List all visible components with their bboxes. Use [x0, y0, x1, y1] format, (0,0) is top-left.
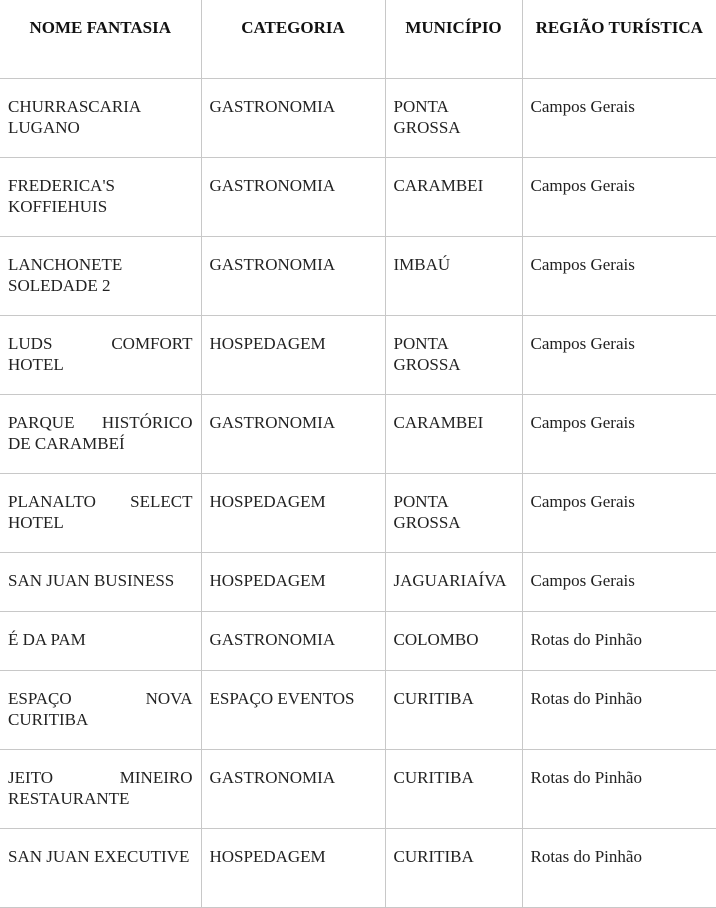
table-row — [0, 612, 716, 671]
cell-nome: É DA PAM — [0, 612, 201, 671]
cell-municipio: CURITIBA — [385, 671, 522, 750]
cell-categoria: HOSPEDAGEM — [201, 829, 385, 908]
cell-categoria: HOSPEDAGEM — [201, 316, 385, 395]
table-row — [0, 237, 716, 316]
cell-categoria: HOSPEDAGEM — [201, 553, 385, 612]
cell-nome: LUDS COMFORT HOTEL — [0, 316, 201, 395]
cell-nome: SAN JUAN BUSINESS — [0, 553, 201, 612]
table-row — [0, 750, 716, 829]
table-row — [0, 395, 716, 474]
cell-categoria: GASTRONOMIA — [201, 612, 385, 671]
cell-categoria: GASTRONOMIA — [201, 750, 385, 829]
cell-regiao: Rotas do Pinhão — [522, 829, 716, 908]
cell-regiao: Rotas do Pinhão — [522, 612, 716, 671]
table-row — [0, 316, 716, 395]
cell-regiao: Rotas do Pinhão — [522, 750, 716, 829]
cell-municipio: CARAMBEI — [385, 158, 522, 237]
cell-nome: LANCHONETE SOLEDADE 2 — [0, 237, 201, 316]
cell-municipio: IMBAÚ — [385, 237, 522, 316]
cell-nome: PARQUE HISTÓRICO DE CARAMBEÍ — [0, 395, 201, 474]
cell-nome: SAN JUAN EXECUTIVE — [0, 829, 201, 908]
table-row — [0, 671, 716, 750]
cell-municipio: PONTA GROSSA — [385, 316, 522, 395]
header-municipio: MUNICÍPIO — [385, 0, 522, 79]
cell-categoria: GASTRONOMIA — [201, 79, 385, 158]
table-row — [0, 553, 716, 612]
cell-categoria: GASTRONOMIA — [201, 395, 385, 474]
cell-nome: ESPAÇO NOVA CURITIBA — [0, 671, 201, 750]
cell-categoria: HOSPEDAGEM — [201, 474, 385, 553]
cell-regiao: Campos Gerais — [522, 79, 716, 158]
header-regiao-turistica: REGIÃO TURÍSTICA — [522, 0, 716, 79]
cell-nome: PLANALTO SELECT HOTEL — [0, 474, 201, 553]
cell-nome: CHURRASCARIA LUGANO — [0, 79, 201, 158]
table-row — [0, 158, 716, 237]
cell-municipio: CURITIBA — [385, 750, 522, 829]
cell-municipio: PONTA GROSSA — [385, 79, 522, 158]
cell-nome: FREDERICA'S KOFFIEHUIS — [0, 158, 201, 237]
cell-regiao: Campos Gerais — [522, 237, 716, 316]
cell-municipio: PONTA GROSSA — [385, 474, 522, 553]
cell-regiao: Campos Gerais — [522, 316, 716, 395]
table-row — [0, 79, 716, 158]
cell-regiao: Campos Gerais — [522, 158, 716, 237]
table-header-row — [0, 0, 716, 79]
header-nome-fantasia: NOME FANTASIA — [0, 0, 201, 79]
cell-categoria: GASTRONOMIA — [201, 237, 385, 316]
cell-municipio: CARAMBEI — [385, 395, 522, 474]
header-categoria: CATEGORIA — [201, 0, 385, 79]
cell-regiao: Rotas do Pinhão — [522, 671, 716, 750]
cell-municipio: CURITIBA — [385, 829, 522, 908]
cell-regiao: Campos Gerais — [522, 395, 716, 474]
cell-regiao: Campos Gerais — [522, 474, 716, 553]
cell-nome: JEITO MINEIRO RESTAURANTE — [0, 750, 201, 829]
cell-municipio: COLOMBO — [385, 612, 522, 671]
table-row — [0, 829, 716, 908]
cell-municipio: JAGUARIAÍVA — [385, 553, 522, 612]
cell-categoria: ESPAÇO EVENTOS — [201, 671, 385, 750]
cell-categoria: GASTRONOMIA — [201, 158, 385, 237]
cell-regiao: Campos Gerais — [522, 553, 716, 612]
table-row — [0, 474, 716, 553]
